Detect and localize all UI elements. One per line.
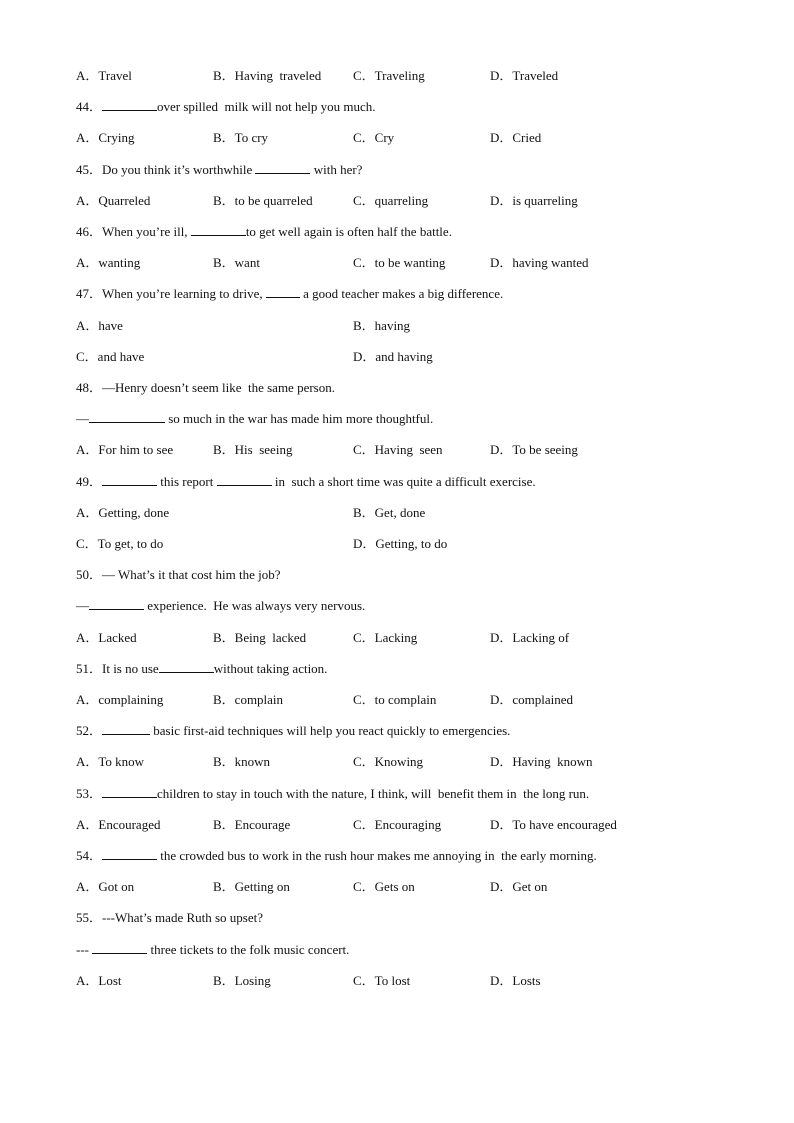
question-line	[76, 410, 433, 428]
answer-blank	[217, 473, 272, 486]
answer-option: D．and having	[353, 349, 433, 364]
answer-option: D．Traveled	[490, 68, 559, 83]
answer-option: D．Cried	[490, 130, 542, 145]
question-line	[76, 597, 365, 615]
answer-option: A．Got on	[76, 879, 135, 894]
question-text: 48．—Henry doesn’t seem like the same person.	[76, 380, 335, 395]
question-text: 44．	[76, 99, 103, 114]
question-line	[76, 285, 503, 303]
question-line	[76, 909, 263, 927]
answer-option: A．have	[76, 318, 123, 333]
answer-option: C．Gets on	[353, 879, 415, 894]
answer-blank	[102, 847, 157, 860]
answer-option: B．Getting on	[213, 879, 290, 894]
question-line	[76, 785, 589, 803]
answer-option: A．Getting, done	[76, 505, 170, 520]
answer-option: C．Lacking	[353, 630, 418, 645]
question-text: 51．It is no use	[76, 661, 159, 676]
question-text: three tickets to the folk music concert.	[147, 942, 350, 957]
question-text: 49．	[76, 474, 103, 489]
question-text: without taking action.	[213, 661, 328, 676]
question-text: 50．— What’s it that cost him the job?	[76, 567, 281, 582]
answer-blank	[102, 98, 157, 111]
answer-option: D．Lacking of	[490, 630, 570, 645]
question-text: children to stay in touch with the nature, I think, will benefit them in the long run.	[157, 786, 590, 801]
answer-option: B．having	[353, 318, 411, 333]
answer-option: D．To have encouraged	[490, 817, 617, 832]
answer-blank	[255, 161, 310, 174]
question-text: a good teacher makes a big difference.	[299, 286, 504, 301]
answer-option: D．Getting, to do	[353, 536, 448, 551]
answer-option: C．and have	[76, 349, 145, 364]
answer-option: D．complained	[490, 692, 574, 707]
question-text: in such a short time was quite a difficult exercise.	[271, 474, 536, 489]
question-line	[76, 98, 375, 116]
question-line	[76, 722, 510, 740]
answer-option: A．wanting	[76, 255, 141, 270]
answer-option: B．To cry	[213, 130, 269, 145]
question-text: experience. He was always very nervous.	[144, 598, 366, 613]
question-text: 47．When you’re learning to drive,	[76, 286, 266, 301]
question-text: 55．---What’s made Ruth so upset?	[76, 910, 264, 925]
question-line	[76, 941, 349, 959]
answer-option: D．To be seeing	[490, 442, 578, 457]
answer-option: B．Having traveled	[213, 68, 322, 83]
question-text: the crowded bus to work in the rush hour makes me annoying in the early morning.	[157, 848, 597, 863]
question-line	[76, 161, 362, 179]
answer-option: C．quarreling	[353, 193, 429, 208]
answer-option: D．having wanted	[490, 255, 589, 270]
question-text: 46．When you’re ill,	[76, 224, 191, 239]
answer-option: B．Get, done	[353, 505, 426, 520]
answer-option: A．Quarreled	[76, 193, 151, 208]
answer-blank	[159, 660, 214, 673]
question-line	[76, 566, 280, 584]
answer-option: C．to be wanting	[353, 255, 446, 270]
answer-blank	[89, 410, 165, 423]
answer-option: D．Get on	[490, 879, 548, 894]
answer-blank	[191, 223, 246, 236]
question-text: basic first-aid techniques will help you react quickly to emergencies.	[150, 723, 511, 738]
question-text: 53．	[76, 786, 103, 801]
question-line	[76, 473, 536, 491]
answer-option: C．Cry	[353, 130, 395, 145]
question-text: —	[76, 411, 89, 426]
answer-option: B．Being lacked	[213, 630, 307, 645]
question-line	[76, 847, 597, 865]
question-line	[76, 223, 452, 241]
answer-option: A．Encouraged	[76, 817, 161, 832]
answer-option: D．Losts	[490, 973, 541, 988]
answer-option: A．complaining	[76, 692, 164, 707]
answer-blank	[89, 597, 144, 610]
question-line	[76, 379, 335, 397]
answer-option: A．Travel	[76, 68, 132, 83]
answer-option: A．For him to see	[76, 442, 174, 457]
answer-option: C．to complain	[353, 692, 437, 707]
question-text: 45．Do you think it’s worthwhile	[76, 162, 256, 177]
question-line	[76, 660, 327, 678]
answer-option: C．Knowing	[353, 754, 424, 769]
question-text: over spilled milk will not help you much.	[157, 99, 376, 114]
question-text: —	[76, 598, 89, 613]
answer-option: C．Encouraging	[353, 817, 442, 832]
answer-blank	[102, 473, 157, 486]
question-text: 54．	[76, 848, 103, 863]
answer-option: B．Encourage	[213, 817, 291, 832]
answer-option: A．Lacked	[76, 630, 137, 645]
answer-option: C．To lost	[353, 973, 411, 988]
answer-option: B．His seeing	[213, 442, 293, 457]
question-text: this report	[157, 474, 217, 489]
answer-blank	[266, 285, 300, 298]
question-text: with her?	[310, 162, 363, 177]
question-text: ---	[76, 942, 93, 957]
answer-option: A．Crying	[76, 130, 135, 145]
answer-option: A．To know	[76, 754, 145, 769]
answer-option: B．known	[213, 754, 271, 769]
question-text: 52．	[76, 723, 103, 738]
answer-blank	[102, 785, 157, 798]
answer-option: B．complain	[213, 692, 284, 707]
answer-option: B．want	[213, 255, 260, 270]
answer-option: B．Losing	[213, 973, 271, 988]
answer-option: D．is quarreling	[490, 193, 578, 208]
answer-blank	[92, 941, 147, 954]
answer-option: C．Traveling	[353, 68, 425, 83]
answer-blank	[102, 722, 150, 735]
answer-option: A．Lost	[76, 973, 122, 988]
answer-option: C．To get, to do	[76, 536, 164, 551]
answer-option: C．Having seen	[353, 442, 443, 457]
answer-option: D．Having known	[490, 754, 593, 769]
question-text: to get well again is often half the battle.	[245, 224, 452, 239]
question-text: so much in the war has made him more thoughtful.	[165, 411, 434, 426]
answer-option: B．to be quarreled	[213, 193, 313, 208]
